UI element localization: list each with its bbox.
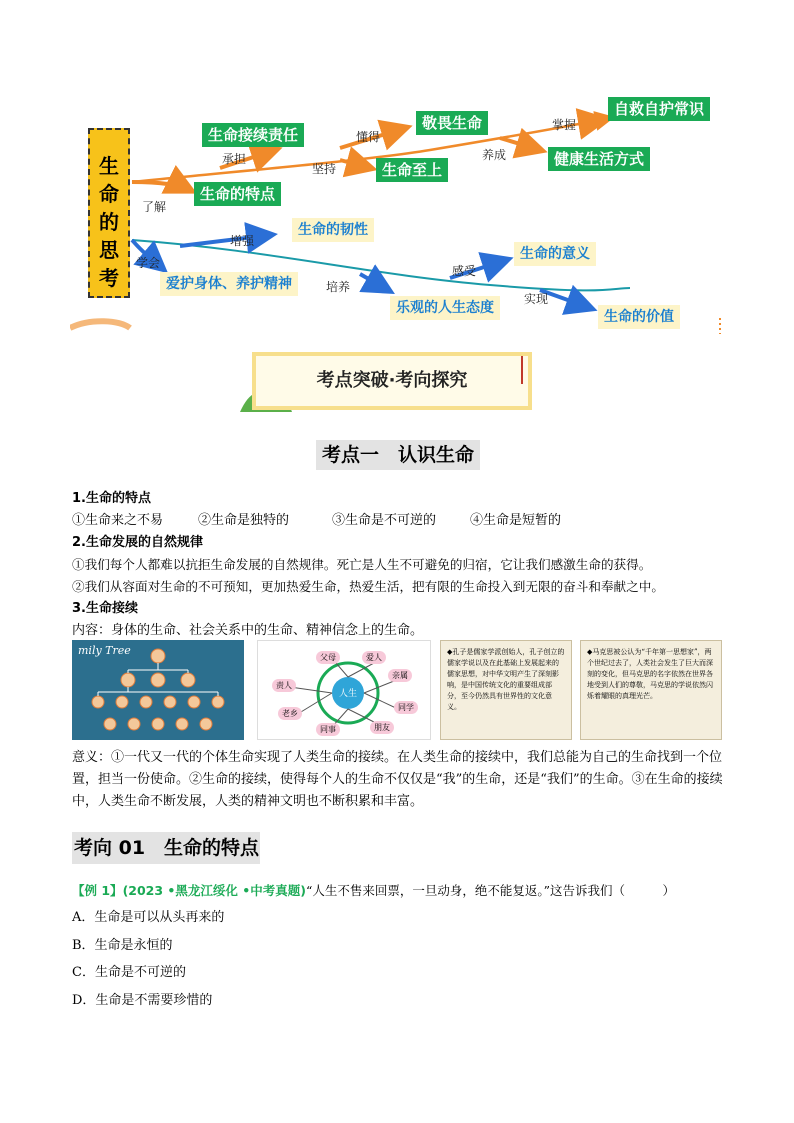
verb-cultivate: 培养 [326,280,351,294]
node-healthy-lifestyle: 健康生活方式 [548,147,650,171]
circle-item: 责人 [272,679,296,692]
verb-develop: 养成 [482,148,507,162]
node-life-features: 生命的特点 [194,182,281,206]
banner-decoration [515,356,529,386]
point1-item: ②生命是独特的 [198,513,290,528]
option-d: D．生命是不需要珍惜的 [72,993,213,1008]
family-tree-label: mily Tree [78,644,131,657]
circle-item: 同学 [394,701,418,714]
verb-strengthen: 增强 [230,234,255,248]
node-care-body-spirit: 爱护身体、养护精神 [160,272,298,296]
circle-center-label: 人生 [338,689,357,699]
confucius-text-image: ◆孔子是儒家学派创始人，孔子创立的儒家学说以及在此基础上发展起来的儒家思想，对中华文明产生了深刻影响，是中国传统文化的重要组成部分，至今仍然具有世界性的文化意义。 [440,640,572,740]
verb-know: 懂得 [356,130,381,144]
section-title: 考点一 认识生命 [316,440,480,470]
circle-item: 朋友 [370,721,394,734]
node-value-of-life: 生命的价值 [598,305,680,329]
verb-understand: 了解 [142,200,167,214]
point3-title: 3.生命接续 [72,601,138,616]
option-b: B．生命是永恒的 [72,938,173,953]
node-life-continuation-duty: 生命接续责任 [202,123,304,147]
relationship-circle-image [257,640,431,740]
point1-item: ③生命是不可逆的 [332,513,437,528]
circle-item: 老乡 [278,707,302,720]
marx-text-image: ◆马克思被公认为“千年第一思想家”，两个世纪过去了，人类社会发生了巨大而深刻的变化，但马克思的名字依然在世界各地受到人们的尊敬，马克思的学说依然闪烁着耀眼的真理光芒。 [580,640,722,740]
point3-meaning: 意义：①一代又一代的个体生命实现了人类生命的接续。在人类生命的接续中，我们总能为自己的生命找到一个位置，担当一份使命。②生命的接续，使得每个人的生命不仅仅是“我”的生命，还是“我们”的生命。③在生命的接续中，人类生命不断发展，人类的精神文明也不断积累和丰富。 [72,750,723,809]
family-tree-image [72,640,244,740]
node-revere-life: 敬畏生命 [416,111,488,135]
circle-item: 亲属 [388,669,412,682]
point2-line1: ①我们每个人都难以抗拒生命发展的自然规律。死亡是人生不可避免的归宿，它让我们感激生命的获得。 [72,557,652,572]
verb-master: 掌握 [552,118,577,132]
root-char: 的 [99,210,119,234]
example-source: (2023 •黑龙江绥化 •中考真题) [122,883,306,898]
point2-line2: ②我们从容面对生命的不可预知，更加热爱生命，热爱生活，把有限的生命投入到无限的奋斗和奉献之中。 [72,579,664,594]
verb-learn: 学会 [136,256,161,270]
point1-item: ④生命是短暂的 [470,513,562,528]
point2-title: 2.生命发展的自然规律 [72,535,203,550]
root-char: 命 [99,182,119,206]
example-question: “人生不售来回票，一旦动身，绝不能复返。”这告诉我们（ ） [305,883,676,898]
root-char: 思 [99,238,119,262]
verb-bear: 承担 [222,152,247,166]
mindmap-root [88,128,130,298]
node-self-rescue: 自救自护常识 [608,97,710,121]
option-a: A．生命是可以从头再来的 [72,910,225,925]
point1-item: ①生命来之不易 [72,513,164,528]
circle-item: 父母 [316,651,340,664]
verb-realize: 实现 [524,292,549,306]
example-tag: 【例 1】 [72,883,123,898]
verb-insist: 坚持 [312,162,337,176]
point3-content: 内容：身体的生命、社会关系中的生命、精神信念上的生命。 [72,623,424,638]
point1-title: 1.生命的特点 [72,491,151,506]
section-banner: 考点突破·考向探究 [252,352,532,410]
circle-item: 爱人 [362,651,386,664]
root-char: 生 [99,154,119,178]
circle-item: 同事 [316,723,340,736]
kaoxiang-title: 考向 01 生命的特点 [72,832,260,864]
example-question-line [72,880,675,901]
node-optimistic-attitude: 乐观的人生态度 [390,296,500,320]
node-life-first: 生命至上 [376,158,448,182]
node-life-resilience: 生命的韧性 [292,218,374,242]
verb-feel: 感受 [452,264,477,278]
root-char: 考 [99,266,119,290]
node-meaning-of-life: 生命的意义 [514,242,596,266]
option-c: C．生命是不可逆的 [72,965,186,980]
